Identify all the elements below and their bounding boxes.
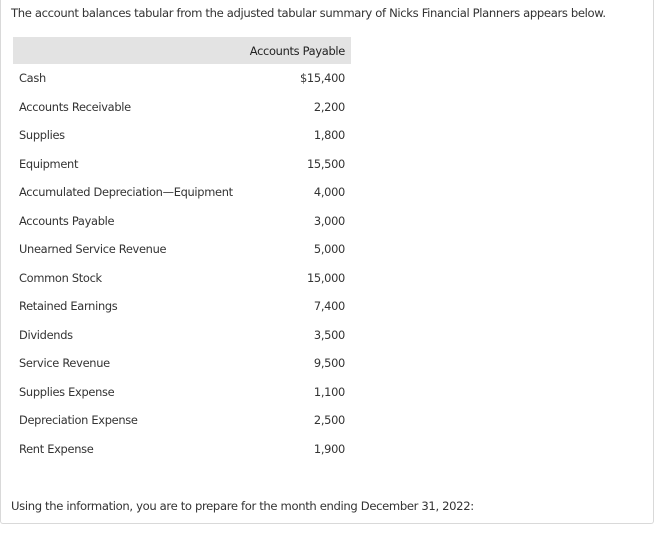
account-amount-cell: 1,900 <box>313 441 345 456</box>
account-amount-cell: 2,200 <box>313 99 345 114</box>
account-name-cell: Depreciation Expense <box>19 413 138 428</box>
account-amount-cell: 15,500 <box>306 156 345 171</box>
account-name-cell: Cash <box>19 71 46 86</box>
intro-text: The account balances tabular from the adjusted tabular summary of Nicks Financial Planners appears below. <box>11 6 606 20</box>
table-row <box>13 64 351 93</box>
table-row <box>13 435 351 464</box>
account-amount-cell: 3,000 <box>313 213 345 228</box>
account-amount-cell: 1,800 <box>313 128 345 143</box>
instruction-text: Using the information, you are to prepare for the month ending December 31, 2022: <box>11 499 474 513</box>
table-body <box>13 64 351 463</box>
account-column-header <box>13 37 241 64</box>
account-name-cell: Service Revenue <box>19 356 110 371</box>
account-name-cell: Supplies <box>19 128 65 143</box>
account-amount-cell: 2,500 <box>313 413 345 428</box>
account-name-cell: Unearned Service Revenue <box>19 242 167 257</box>
account-name-cell: Common Stock <box>19 270 102 285</box>
table-row <box>13 207 351 236</box>
account-name-cell: Dividends <box>19 327 73 342</box>
account-name-cell: Accumulated Depreciation—Equipment <box>19 185 233 200</box>
amount-column-header: Accounts Payable <box>241 37 351 64</box>
table-row <box>13 150 351 179</box>
table-row <box>13 349 351 378</box>
table-row <box>13 178 351 207</box>
account-name-cell: Retained Earnings <box>19 299 118 314</box>
account-name-cell: Supplies Expense <box>19 384 115 399</box>
account-name-cell: Equipment <box>19 156 79 171</box>
account-amount-cell: 9,500 <box>313 356 345 371</box>
account-amount-cell: 1,100 <box>313 384 345 399</box>
table-row <box>13 378 351 407</box>
table-row <box>13 121 351 150</box>
account-amount-cell: 3,500 <box>313 327 345 342</box>
table-row <box>13 292 351 321</box>
account-name-cell: Accounts Payable <box>19 213 115 228</box>
table-row <box>13 264 351 293</box>
table-header-row <box>13 37 351 64</box>
account-amount-cell: 7,400 <box>313 299 345 314</box>
account-amount-cell: 4,000 <box>313 185 345 200</box>
account-name-cell: Rent Expense <box>19 441 94 456</box>
table-row <box>13 321 351 350</box>
account-amount-cell: $15,400 <box>299 71 345 86</box>
account-amount-cell: 5,000 <box>313 242 345 257</box>
table-row <box>13 235 351 264</box>
account-amount-cell: 15,000 <box>306 270 345 285</box>
account-balances-table <box>13 37 351 463</box>
account-name-cell: Accounts Receivable <box>19 99 131 114</box>
table-row <box>13 93 351 122</box>
table-row <box>13 406 351 435</box>
